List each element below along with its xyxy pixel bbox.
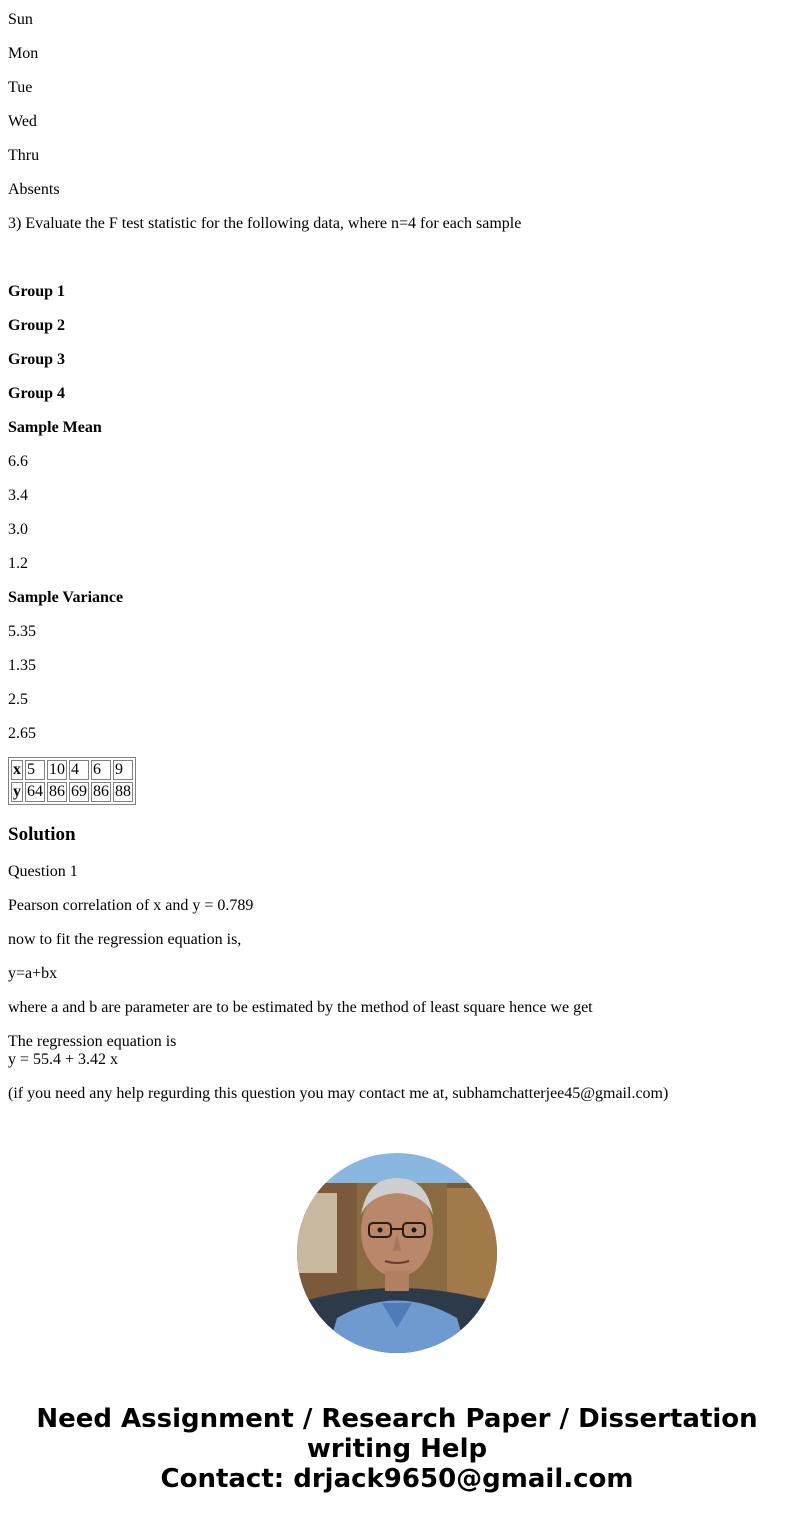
fit-text: now to fit the regression equation is, [8, 931, 242, 948]
table-row-y [11, 782, 133, 802]
group-1-label: Group 1 [8, 283, 66, 300]
table-row-x [11, 760, 133, 780]
sample-mean-3: 3.0 [8, 521, 28, 538]
x-cell: 6 [91, 760, 111, 780]
day-mon: Mon [8, 45, 39, 62]
regression-equation: y = 55.4 + 3.42 x [8, 1051, 119, 1068]
sample-mean-1: 6.6 [8, 453, 28, 470]
regression-equation-block [8, 1022, 786, 1074]
x-header-cell: x [13, 761, 21, 778]
day-wed: Wed [8, 113, 37, 130]
xy-table-wrap [8, 748, 786, 805]
footer-advert [0, 1404, 794, 1494]
x-cell: 9 [113, 760, 133, 780]
sample-mean-4: 1.2 [8, 555, 28, 572]
sample-variance-1: 5.35 [8, 623, 36, 640]
y-cell: 64 [27, 783, 43, 800]
y-cell: 69 [71, 783, 87, 800]
group-4-label: Group 4 [8, 385, 66, 402]
group-2-label: Group 2 [8, 317, 66, 334]
question-3: 3) Evaluate the F test statistic for the following data, where n=4 for each sample [8, 215, 522, 232]
sample-mean-2: 3.4 [8, 487, 28, 504]
regression-intro: The regression equation is [8, 1033, 177, 1050]
day-tue: Tue [8, 79, 33, 96]
x-cell: 10 [49, 761, 65, 778]
blank-line [8, 238, 786, 272]
y-cell: 88 [115, 783, 131, 800]
day-thru: Thru [8, 147, 40, 164]
sample-variance-4: 2.65 [8, 725, 36, 742]
footer-contact: Contact: drjack9650@gmail.com [160, 1464, 634, 1494]
pearson-correlation: Pearson correlation of x and y = 0.789 [8, 897, 254, 914]
y-cell: 86 [93, 783, 109, 800]
absents-label: Absents [8, 181, 60, 198]
sample-variance-2: 1.35 [8, 657, 36, 674]
x-cell: 5 [25, 760, 45, 780]
author-portrait-image [297, 1153, 497, 1353]
day-sun: Sun [8, 11, 33, 28]
question-1-label: Question 1 [8, 863, 78, 880]
footer-line-2: writing Help [306, 1434, 488, 1464]
y-cell: 86 [49, 783, 65, 800]
footer-line-1: Need Assignment / Research Paper / Dissertation [36, 1404, 758, 1434]
sample-mean-label: Sample Mean [8, 419, 102, 436]
x-cell: 4 [69, 760, 89, 780]
sample-variance-3: 2.5 [8, 691, 28, 708]
regression-model: y=a+bx [8, 965, 58, 982]
contact-note: (if you need any help regurding this question you may contact me at, subhamchatterjee45@gmail.com) [8, 1085, 669, 1102]
author-photo [297, 1153, 497, 1353]
y-header-cell: y [13, 783, 21, 800]
solution-heading: Solution [8, 824, 76, 845]
sample-variance-label: Sample Variance [8, 589, 124, 606]
least-square-text: where a and b are parameter are to be estimated by the method of least square hence we get [8, 999, 593, 1016]
group-3-label: Group 3 [8, 351, 66, 368]
xy-data-table [8, 757, 136, 805]
